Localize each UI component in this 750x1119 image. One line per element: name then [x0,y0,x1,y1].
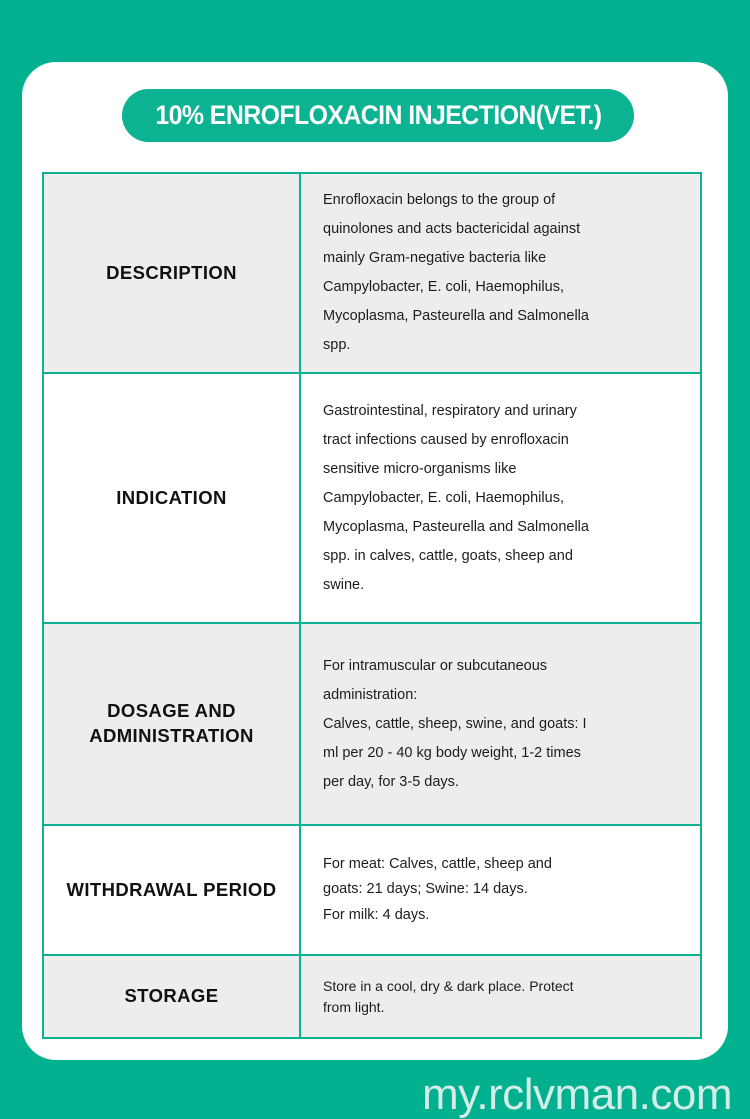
table-row [43,373,701,623]
text-line: For milk: 4 days. [323,906,430,923]
row-label-dosage-and-administration: DOSAGE AND ADMINISTRATION [43,623,300,825]
text-line: Campylobacter, E. coli, Haemophilus, [323,279,564,295]
text-line: tract infections caused by enrofloxacin [323,431,569,448]
table-row [43,955,701,1038]
site-watermark: my.rclvman.com [422,1070,732,1119]
row-label-indication: INDICATION [43,373,300,623]
specification-table [42,172,702,1039]
text-line: Store in a cool, dry & dark place. Protect [323,977,574,994]
row-label-storage: STORAGE [43,955,300,1038]
text-line: mainly Gram-negative bacteria like [323,250,547,266]
text-line: swine. [323,576,365,593]
text-line: Mycoplasma, Pasteurella and Salmonella [323,518,589,535]
text-line: For meat: Calves, cattle, sheep and [323,855,552,872]
text-line: administration: [323,686,418,703]
product-spec-card [22,62,728,1060]
page-title: 10% ENROFLOXACIN INJECTION(VET.) [154,100,602,130]
text-line: Calves, cattle, sheep, swine, and goats: I [323,715,587,732]
row-label-withdrawal-period: WITHDRAWAL PERIOD [43,825,300,955]
text-line: ml per 20 - 40 kg body weight, 1-2 times [323,744,581,761]
text-line: For intramuscular or subcutaneous [323,657,548,674]
text-line: spp. in calves, cattle, goats, sheep and [323,547,573,564]
row-content-withdrawal-period [300,825,701,955]
table-row [43,825,701,955]
product-title-pill [122,89,634,142]
text-line: goats: 21 days; Swine: 14 days. [323,881,528,898]
text-line: from light. [323,998,385,1015]
table-row [43,173,701,373]
row-content-description [300,173,701,373]
row-label-description: DESCRIPTION [43,173,300,373]
text-line: Mycoplasma, Pasteurella and Salmonella [323,308,589,324]
text-line: sensitive micro-organisms like [323,460,517,477]
table-row [43,623,701,825]
text-line: per day, for 3-5 days. [323,773,459,790]
row-content-indication [300,373,701,623]
text-line: Gastrointestinal, respiratory and urinary [323,402,577,419]
text-line: Campylobacter, E. coli, Haemophilus, [323,489,564,506]
text-line: quinolones and acts bactericidal against [323,221,581,237]
row-content-storage [300,955,701,1038]
text-line: Enrofloxacin belongs to the group of [323,192,556,208]
row-content-dosage-and-administration [300,623,701,825]
text-line: spp. [323,337,351,353]
